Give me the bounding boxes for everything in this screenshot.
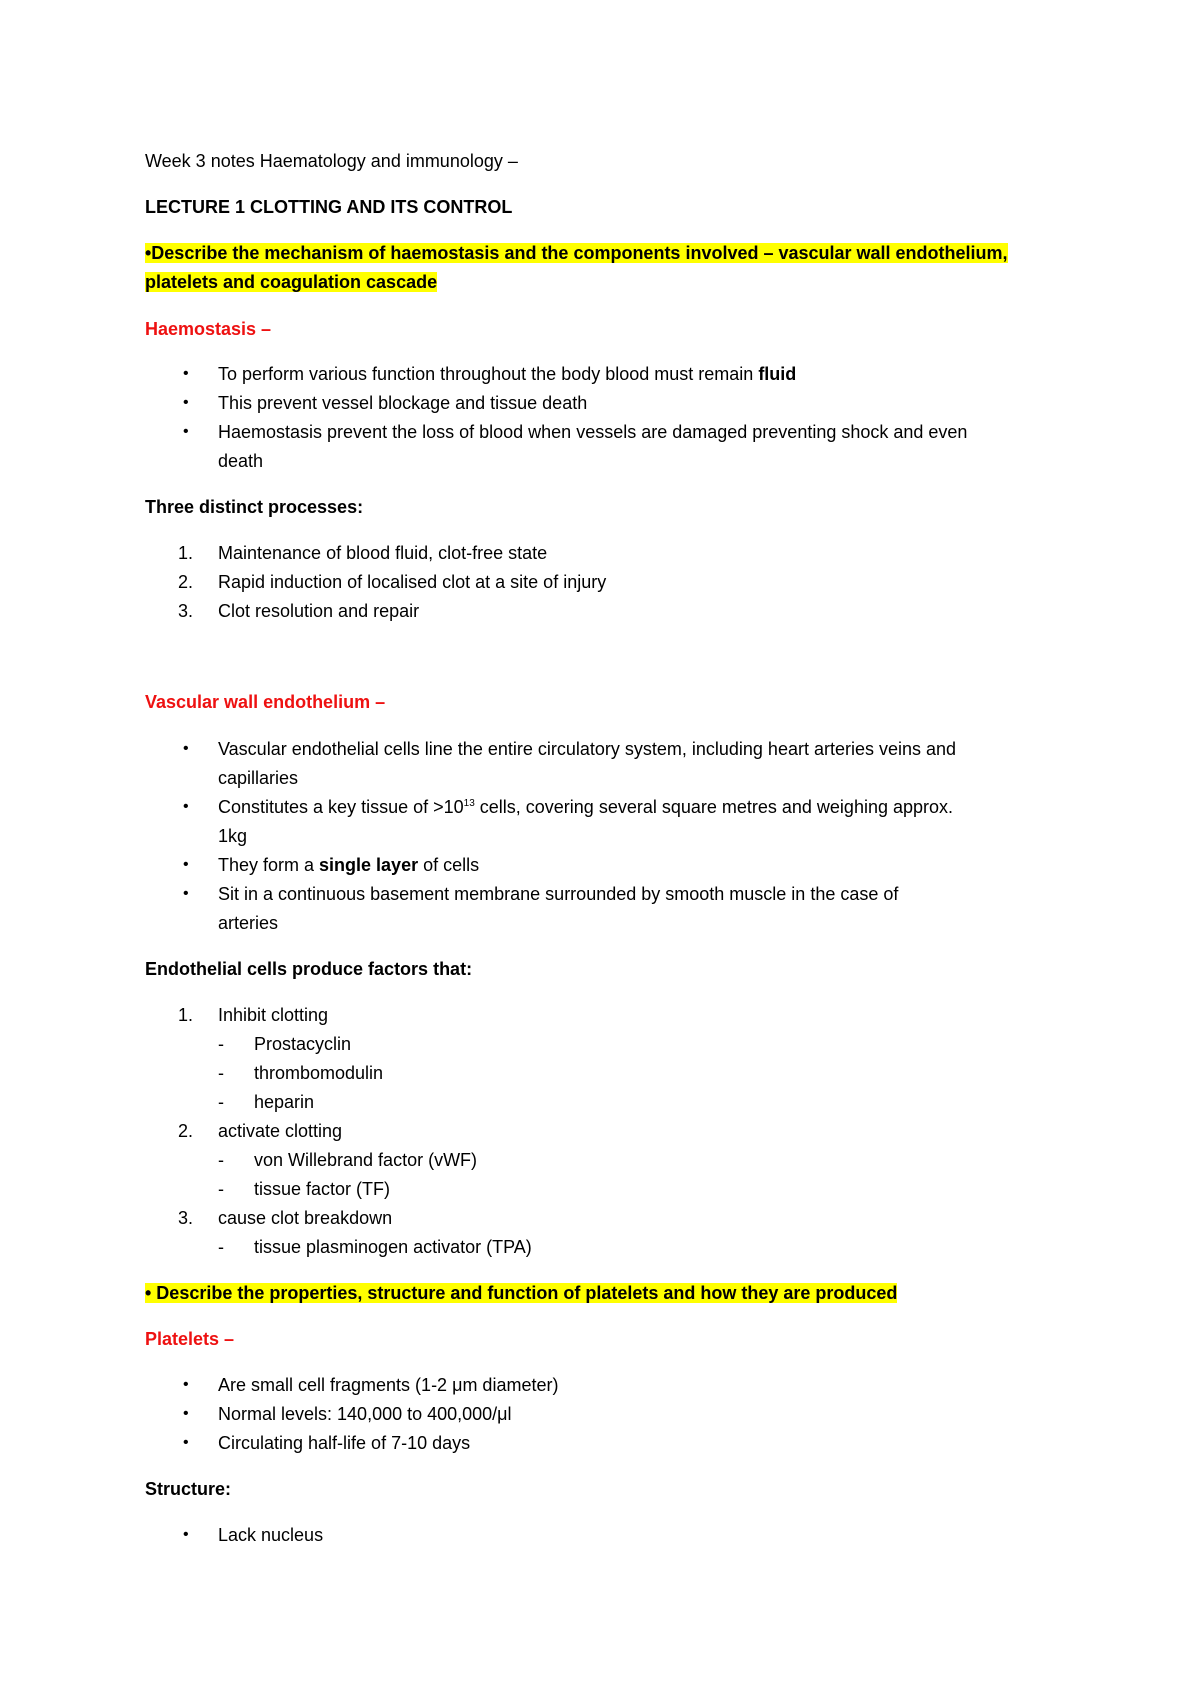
list-item-text: To perform various function throughout the body blood must remain (218, 364, 759, 384)
objective-2 (145, 1280, 897, 1306)
list-item (218, 361, 796, 387)
dash: - (218, 1063, 224, 1083)
sub-item: tissue factor (TF) (254, 1179, 391, 1199)
list-item: Vascular endothelial cells line the entire circulatory system, including heart arteries veins and (218, 739, 957, 759)
bullet: • (183, 1526, 189, 1543)
bullet: • (183, 394, 189, 411)
list-item-text: Constitutes a key tissue of >10 (218, 797, 464, 817)
factors-heading: Endothelial cells produce factors that: (145, 959, 473, 979)
list-item: Normal levels: 140,000 to 400,000/μl (218, 1404, 512, 1424)
list-number: 2. (178, 572, 194, 592)
bullet: • (183, 1405, 189, 1422)
lecture-heading: LECTURE 1 CLOTTING AND ITS CONTROL (145, 197, 513, 217)
superscript: 13 (463, 798, 475, 809)
sub-item: Prostacyclin (254, 1034, 352, 1054)
structure-heading: Structure: (145, 1479, 232, 1499)
highlighted-text: • Describe the properties, structure and function of platelets and how they are produced (145, 1283, 898, 1303)
objective-1-line-1 (145, 240, 1008, 266)
list-item: Lack nucleus (218, 1525, 324, 1545)
dash: - (218, 1092, 224, 1112)
dash: - (218, 1179, 224, 1199)
list-item-continuation: arteries (218, 913, 279, 933)
list-item: Clot resolution and repair (218, 601, 420, 621)
list-item: Circulating half-life of 7-10 days (218, 1433, 471, 1453)
list-item: Inhibit clotting (218, 1005, 329, 1025)
list-item: Rapid induction of localised clot at a site of injury (218, 572, 607, 592)
dash: - (218, 1034, 224, 1054)
sub-item: heparin (254, 1092, 315, 1112)
highlighted-text: •Describe the mechanism of haemostasis and the components involved – vascular wall endothelium, (145, 243, 1008, 263)
list-number: 1. (178, 1005, 194, 1025)
bold-text: fluid (758, 364, 797, 384)
list-item: Sit in a continuous basement membrane surrounded by smooth muscle in the case of (218, 884, 899, 904)
dash: - (218, 1150, 224, 1170)
list-item: This prevent vessel blockage and tissue death (218, 393, 588, 413)
list-item-continuation: capillaries (218, 768, 299, 788)
sub-item: thrombomodulin (254, 1063, 384, 1083)
bullet: • (183, 365, 189, 382)
list-item: Maintenance of blood fluid, clot-free state (218, 543, 548, 563)
list-item-text: cells, covering several square metres and weighing approx. (474, 797, 954, 817)
bullet: • (183, 856, 189, 873)
bullet: • (183, 423, 189, 440)
list-number: 3. (178, 601, 194, 621)
bullet: • (183, 740, 189, 757)
list-item: activate clotting (218, 1121, 343, 1141)
bullet: • (183, 1434, 189, 1451)
objective-1-line-2 (145, 269, 437, 295)
processes-heading: Three distinct processes: (145, 497, 364, 517)
list-number: 1. (178, 543, 194, 563)
sub-item: von Willebrand factor (vWF) (254, 1150, 478, 1170)
vascular-heading: Vascular wall endothelium – (145, 692, 386, 712)
list-item-continuation: 1kg (218, 826, 248, 846)
list-item-continuation: death (218, 451, 264, 471)
list-number: 2. (178, 1121, 194, 1141)
list-item (218, 852, 479, 878)
list-item (218, 794, 953, 820)
document-title: Week 3 notes Haematology and immunology – (145, 151, 518, 171)
list-item: cause clot breakdown (218, 1208, 393, 1228)
list-item: Haemostasis prevent the loss of blood when vessels are damaged preventing shock and even (218, 422, 968, 442)
bullet: • (183, 798, 189, 815)
platelets-heading: Platelets – (145, 1329, 235, 1349)
list-number: 3. (178, 1208, 194, 1228)
bullet: • (183, 1376, 189, 1393)
highlighted-text: platelets and coagulation cascade (145, 272, 438, 292)
haemostasis-heading: Haemostasis – (145, 319, 272, 339)
dash: - (218, 1237, 224, 1257)
list-item-text: of cells (418, 855, 480, 875)
bold-text: single layer (319, 855, 419, 875)
sub-item: tissue plasminogen activator (TPA) (254, 1237, 532, 1257)
list-item-text: They form a (218, 855, 320, 875)
bullet: • (183, 885, 189, 902)
list-item: Are small cell fragments (1-2 μm diameter) (218, 1375, 559, 1395)
